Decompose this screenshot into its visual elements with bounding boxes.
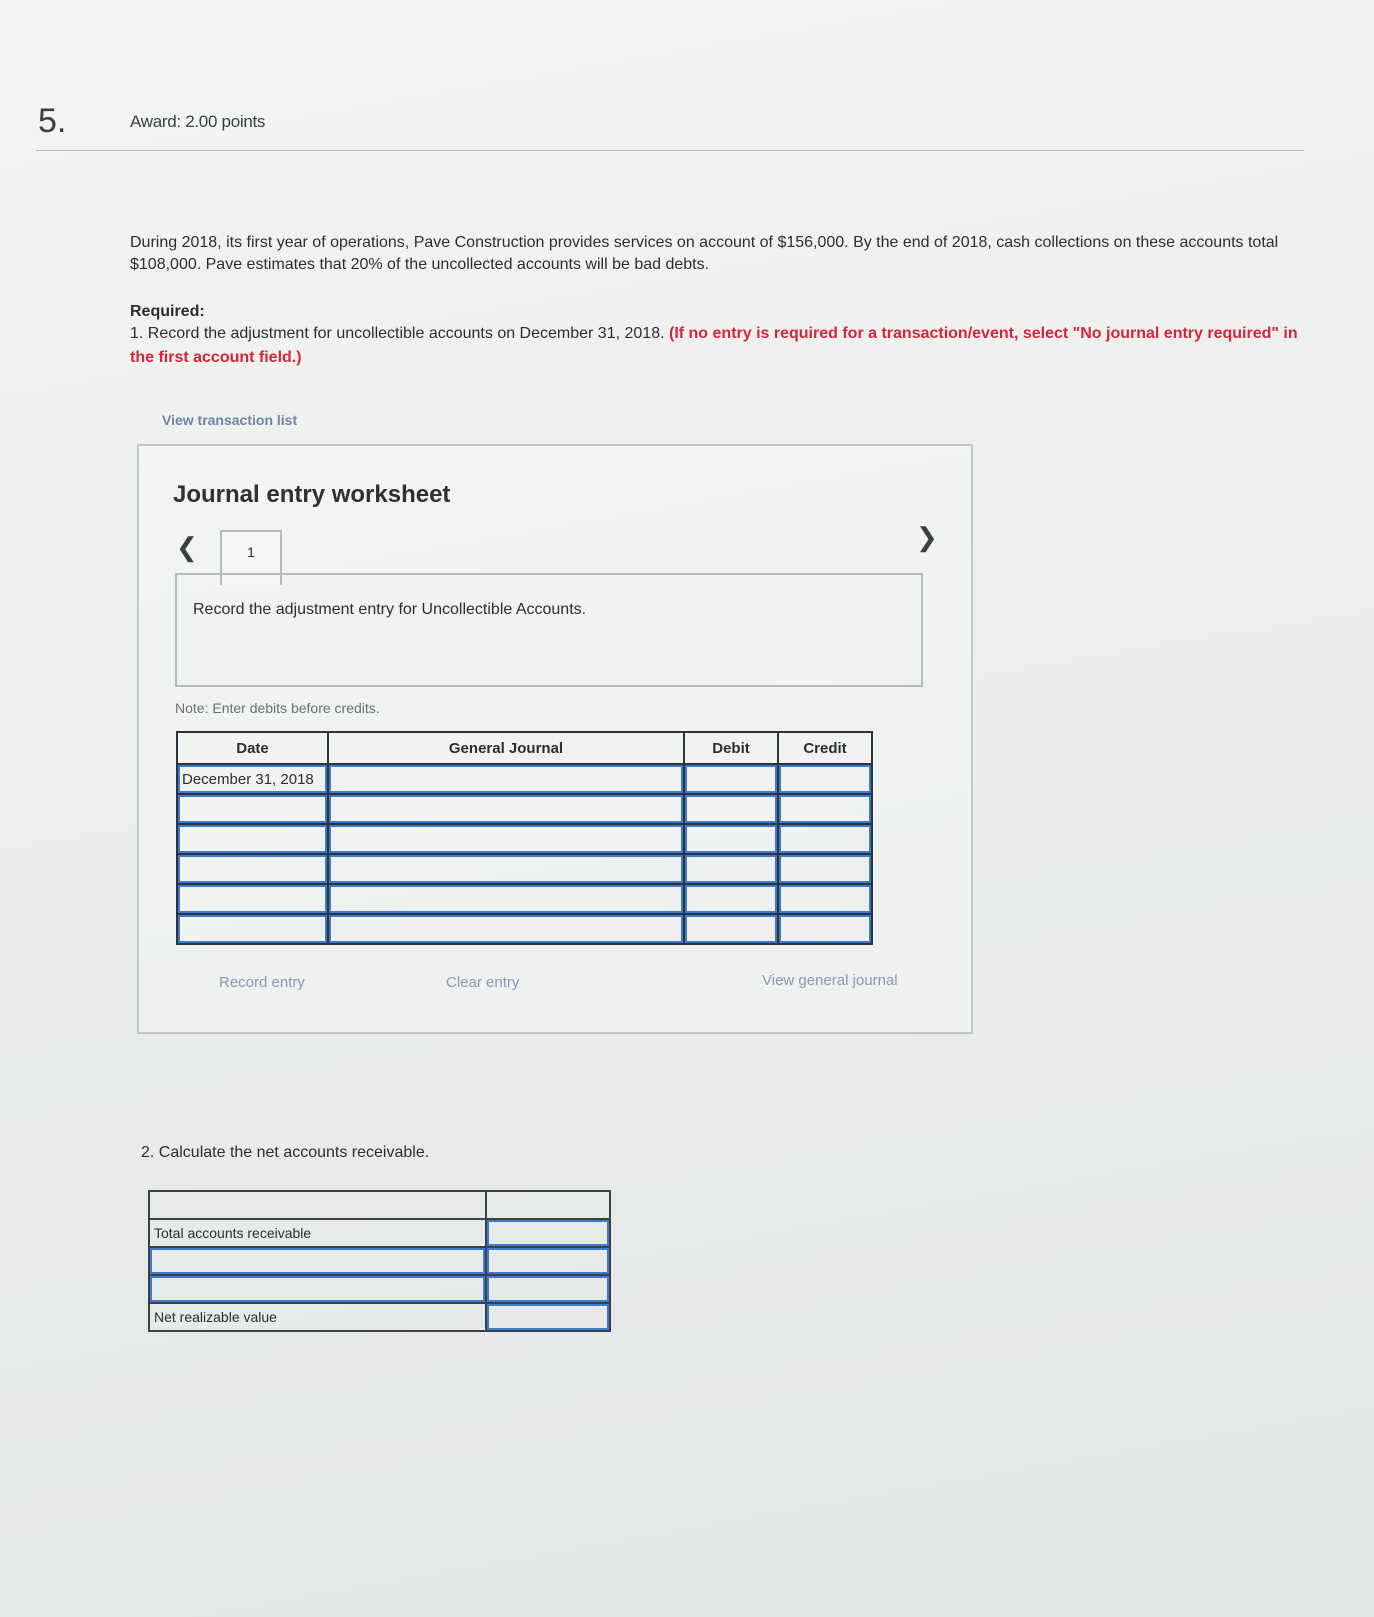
- column-header-general-journal: General Journal: [328, 732, 684, 764]
- view-general-journal-button[interactable]: View general journal: [762, 972, 898, 989]
- account-select[interactable]: [328, 854, 684, 884]
- tab-entry-1[interactable]: 1: [220, 530, 282, 585]
- account-select[interactable]: [328, 794, 684, 824]
- column-header-debit: Debit: [684, 732, 778, 764]
- date-cell[interactable]: [177, 884, 328, 914]
- requirement-1: [130, 322, 1310, 370]
- instruction-text: Record the adjustment entry for Uncollectible Accounts.: [193, 601, 587, 618]
- clear-entry-button[interactable]: Clear entry: [446, 974, 520, 991]
- credit-input[interactable]: [778, 854, 872, 884]
- journal-row: [177, 824, 872, 854]
- date-cell[interactable]: [177, 824, 328, 854]
- account-select[interactable]: [328, 914, 684, 944]
- nrv-value-input[interactable]: [486, 1219, 610, 1247]
- problem-text: During 2018, its first year of operations, Pave Construction provides services on account of $156,000. By the end of 2018, cash collections on these accounts total $108,000. Pave estimates that 20% of the uncollected accounts will be bad debts.: [130, 234, 1279, 273]
- chevron-left-icon[interactable]: ❮: [176, 532, 198, 562]
- journal-row: [177, 854, 872, 884]
- nrv-label: Net realizable value: [149, 1303, 486, 1331]
- credit-input[interactable]: [778, 794, 872, 824]
- credit-input[interactable]: [778, 824, 872, 854]
- date-cell[interactable]: [177, 914, 328, 944]
- instruction-box: [175, 573, 923, 687]
- journal-row: [177, 794, 872, 824]
- nrv-row: [149, 1191, 610, 1219]
- account-select[interactable]: [328, 764, 684, 794]
- nrv-label-input[interactable]: [149, 1275, 486, 1303]
- column-header-date: Date: [177, 732, 328, 764]
- nrv-value-input[interactable]: [486, 1275, 610, 1303]
- record-entry-button[interactable]: Record entry: [219, 974, 305, 991]
- nrv-label: Total accounts receivable: [149, 1219, 486, 1247]
- award-points: Award: 2.00 points: [130, 112, 266, 131]
- account-select[interactable]: [328, 824, 684, 854]
- view-transaction-list-link[interactable]: View transaction list: [162, 412, 298, 428]
- date-cell[interactable]: [177, 794, 328, 824]
- debit-input[interactable]: [684, 824, 778, 854]
- chevron-right-icon[interactable]: ❯: [916, 522, 938, 552]
- requirement-2: 2. Calculate the net accounts receivable.: [141, 1144, 430, 1161]
- debit-input[interactable]: [684, 884, 778, 914]
- nrv-label: [149, 1191, 486, 1219]
- nrv-value-input[interactable]: [486, 1303, 610, 1331]
- worksheet-title: Journal entry worksheet: [173, 481, 451, 508]
- debit-input[interactable]: [684, 914, 778, 944]
- net-receivable-table: [148, 1190, 611, 1332]
- debit-input[interactable]: [684, 794, 778, 824]
- journal-row: [177, 914, 872, 944]
- question-number: 5.: [38, 102, 67, 140]
- column-header-credit: Credit: [778, 732, 872, 764]
- requirement-1-text: 1. Record the adjustment for uncollectible accounts on December 31, 2018.: [130, 325, 669, 342]
- nrv-value-cell: [486, 1191, 610, 1219]
- date-cell[interactable]: December 31, 2018: [177, 764, 328, 794]
- nrv-row: [149, 1219, 610, 1247]
- debit-input[interactable]: [684, 854, 778, 884]
- nrv-label-input[interactable]: [149, 1247, 486, 1275]
- nrv-row: [149, 1247, 610, 1275]
- requirement-1-note: (If no entry is required for a transaction/event, select "No journal entry required" in the first account field.): [130, 325, 1298, 366]
- debit-credit-note: Note: Enter debits before credits.: [175, 700, 380, 716]
- nrv-row: [149, 1275, 610, 1303]
- credit-input[interactable]: [778, 914, 872, 944]
- debit-input[interactable]: [684, 764, 778, 794]
- journal-row: [177, 764, 872, 794]
- journal-row: [177, 884, 872, 914]
- required-label: Required:: [130, 303, 205, 320]
- credit-input[interactable]: [778, 884, 872, 914]
- journal-table: [176, 731, 873, 945]
- header-divider: [36, 150, 1304, 151]
- account-select[interactable]: [328, 884, 684, 914]
- journal-header-row: [177, 732, 872, 764]
- nrv-row: [149, 1303, 610, 1331]
- date-cell[interactable]: [177, 854, 328, 884]
- nrv-value-input[interactable]: [486, 1247, 610, 1275]
- credit-input[interactable]: [778, 764, 872, 794]
